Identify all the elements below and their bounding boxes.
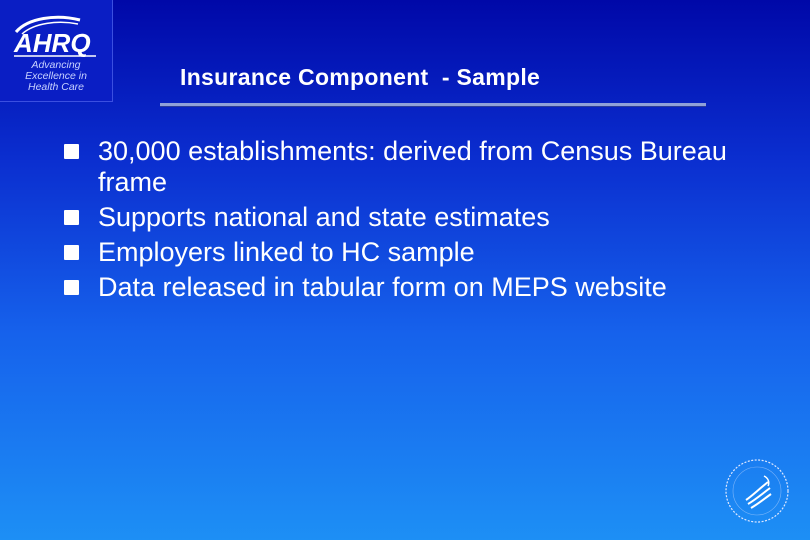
ahrq-wordmark: AHRQ xyxy=(14,28,91,58)
bullet-text: Employers linked to HC sample xyxy=(98,237,475,267)
square-bullet-icon xyxy=(64,245,79,260)
bullet-item xyxy=(62,237,782,268)
square-bullet-icon xyxy=(64,280,79,295)
bullet-item xyxy=(62,272,782,303)
logo-tagline xyxy=(0,60,112,93)
slide-title: Insurance Component - Sample xyxy=(180,64,541,90)
tagline-line-1: Advancing xyxy=(31,59,81,71)
tagline-line-3: Health Care xyxy=(27,81,85,93)
bullet-list xyxy=(62,136,782,307)
title-divider xyxy=(160,103,706,106)
bullet-item xyxy=(62,136,782,198)
square-bullet-icon xyxy=(64,144,79,159)
square-bullet-icon xyxy=(64,210,79,225)
ahrq-logo xyxy=(0,0,113,102)
bullet-item xyxy=(62,202,782,233)
tagline-line-2: Excellence in xyxy=(25,70,87,82)
bullet-text: 30,000 establishments: derived from Census Bureau frame xyxy=(98,136,727,197)
bullet-text: Data released in tabular form on MEPS website xyxy=(98,272,667,302)
hhs-seal-icon xyxy=(722,456,792,526)
bullet-text: Supports national and state estimates xyxy=(98,202,550,232)
ahrq-logo-icon xyxy=(8,14,104,60)
